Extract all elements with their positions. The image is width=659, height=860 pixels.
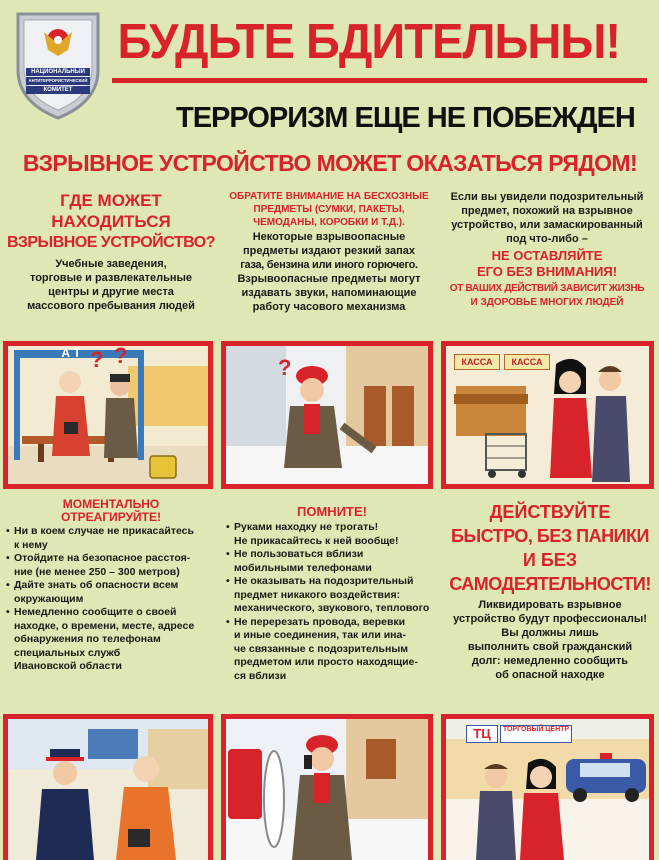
where-column xyxy=(6,190,216,313)
act-body-4: выполнить свой гражданский xyxy=(467,641,633,653)
phone-call-illustration xyxy=(221,714,433,860)
react-rule-2: • Отойдите на безопасное расстоя- ние (не менее 250 – 300 метров) xyxy=(6,552,216,579)
shopping-centre-illustration xyxy=(441,714,654,860)
react-rule-4: • Немедленно сообщите о своей находке, о времени, месте, адресе обнаружения по телефонам специальных служб Ивановской области xyxy=(6,606,216,674)
remember-rule-3: • Не оказывать на подозрительный предмет никакого воздействия: механического, звукового, теплового xyxy=(226,575,438,616)
attention-body-1: Некоторые взрывоопасные xyxy=(252,231,406,243)
act-body-2: устройство будут профессионалы! xyxy=(453,613,647,625)
title-underline xyxy=(112,78,647,83)
attention-heading-1: ОБРАТИТЕ ВНИМАНИЕ НА БЕСХОЗНЫЕ xyxy=(229,191,429,202)
react-rule-3: • Дайте знать об опасности всем окружающим xyxy=(6,579,216,606)
dont-leave-footer-2: И ЗДОРОВЬЕ МНОГИХ ЛЮДЕЙ xyxy=(470,297,624,308)
act-body-1: Ликвидировать взрывное xyxy=(478,599,622,611)
act-body-3: Вы должны лишь xyxy=(501,627,599,639)
where-heading-1: ГДЕ МОЖЕТ xyxy=(60,191,162,210)
dont-leave-column xyxy=(440,190,654,310)
attention-body-3: газа, бензина или иного горючего. xyxy=(240,259,418,271)
react-heading-2: ОТРЕАГИРУЙТЕ! xyxy=(60,510,162,524)
dont-leave-emphasis-2: ЕГО БЕЗ ВНИМАНИЯ! xyxy=(476,264,618,279)
attention-body-4: Взрывоопасные предметы могут xyxy=(237,273,421,285)
act-heading-2: БЫСТРО, БЕЗ ПАНИКИ xyxy=(451,526,649,546)
remember-rule-4: • Не перерезать провода, веревки и иные соединения, так или ина- че связанные с подозрительным предметом или просто находящие- ся вблизи xyxy=(226,616,438,684)
emblem-caption-3: КОМИТЕТ xyxy=(43,87,73,93)
emblem-caption-1: НАЦИОНАЛЬНЫЙ xyxy=(31,69,85,75)
bus-stop-illustration xyxy=(3,341,213,489)
act-body-6: об опасной находке xyxy=(495,669,605,681)
remember-rule-1: • Руками находку не трогать! Не прикасайтесь к ней вообще! xyxy=(226,521,438,548)
where-body-1: Учебные заведения, xyxy=(55,258,167,270)
remember-heading: ПОМНИТЕ! xyxy=(297,504,367,519)
poster-warning: ВЗРЫВНОЕ УСТРОЙСТВО МОЖЕТ ОКАЗАТЬСЯ РЯДОМ! xyxy=(22,150,638,176)
shopping-centre-sign-small: ТОРГОВЫЙ ЦЕНТР xyxy=(500,725,572,743)
dont-leave-footer-1: ОТ ВАШИХ ДЕЙСТВИЙ ЗАВИСИТ ЖИЗНЬ xyxy=(449,283,645,294)
where-body-4: массового пребывания людей xyxy=(27,300,195,312)
bus-stop-sign: А Т xyxy=(61,346,81,360)
dont-leave-intro-3: устройство, или замаскированный xyxy=(451,219,643,231)
react-rules-list xyxy=(6,525,216,674)
dont-leave-emphasis-1: НЕ ОСТАВЛЯЙТЕ xyxy=(491,248,603,263)
act-body-5: долг: немедленно сообщить xyxy=(471,655,629,667)
react-rule-1: • Ни в коем случае не прикасайтесь к нему xyxy=(6,525,216,552)
act-column xyxy=(444,500,656,682)
react-column xyxy=(6,498,216,674)
where-heading-3: ВЗРЫВНОЕ УСТРОЙСТВО? xyxy=(7,234,215,251)
remember-column xyxy=(226,504,438,683)
act-heading-1: ДЕЙСТВУЙТЕ xyxy=(489,502,611,522)
where-heading-2: НАХОДИТЬСЯ xyxy=(51,212,171,231)
attention-heading-3: ЧЕМОДАНЫ, КОРОБКИ И Т.Д.). xyxy=(253,217,405,228)
kassa-sign-2: КАССА xyxy=(504,354,550,370)
police-report-illustration xyxy=(3,714,213,860)
where-body-2: торговые и развлекательные xyxy=(29,272,193,284)
question-mark-2: ? xyxy=(114,343,128,368)
react-heading-1: МОМЕНТАЛЬНО xyxy=(62,497,160,511)
attention-heading-2: ПРЕДМЕТЫ (СУМКИ, ПАКЕТЫ, xyxy=(253,204,405,215)
dont-leave-intro-2: предмет, похожий на взрывное xyxy=(461,205,633,217)
suspicious-man-illustration xyxy=(221,341,433,489)
remember-rule-2: • Не пользоваться вблизи мобильными телефонами xyxy=(226,548,438,575)
attention-body-6: работу часового механизма xyxy=(252,301,406,313)
cash-desk-illustration xyxy=(441,341,654,489)
question-mark-1: ? xyxy=(90,347,104,372)
act-heading-4: САМОДЕЯТЕЛЬНОСТИ! xyxy=(449,574,651,594)
act-heading-3: И БЕЗ xyxy=(522,550,578,570)
poster-title: БУДЬТЕ БДИТЕЛЬНЫ! xyxy=(117,15,621,69)
dont-leave-intro-1: Если вы увидели подозрительный xyxy=(450,191,644,203)
antiterror-committee-emblem xyxy=(14,10,102,122)
attention-body-2: предметы издают резкий запах xyxy=(242,245,415,257)
attention-column xyxy=(222,190,436,314)
shopping-centre-sign: ТЦ xyxy=(466,725,498,743)
question-mark-3: ? xyxy=(278,355,292,380)
dont-leave-intro-4: под что-либо – xyxy=(506,233,588,245)
where-body-3: центры и другие места xyxy=(48,286,174,298)
emblem-caption-2: АНТИТЕРРОРИСТИЧЕСКИЙ xyxy=(28,78,88,83)
poster-subtitle: ТЕРРОРИЗМ ЕЩЕ НЕ ПОБЕЖДЕН xyxy=(176,102,635,134)
attention-body-5: издавать звуки, напоминающие xyxy=(241,287,417,299)
remember-rules-list xyxy=(226,521,438,683)
kassa-sign-1: КАССА xyxy=(454,354,500,370)
